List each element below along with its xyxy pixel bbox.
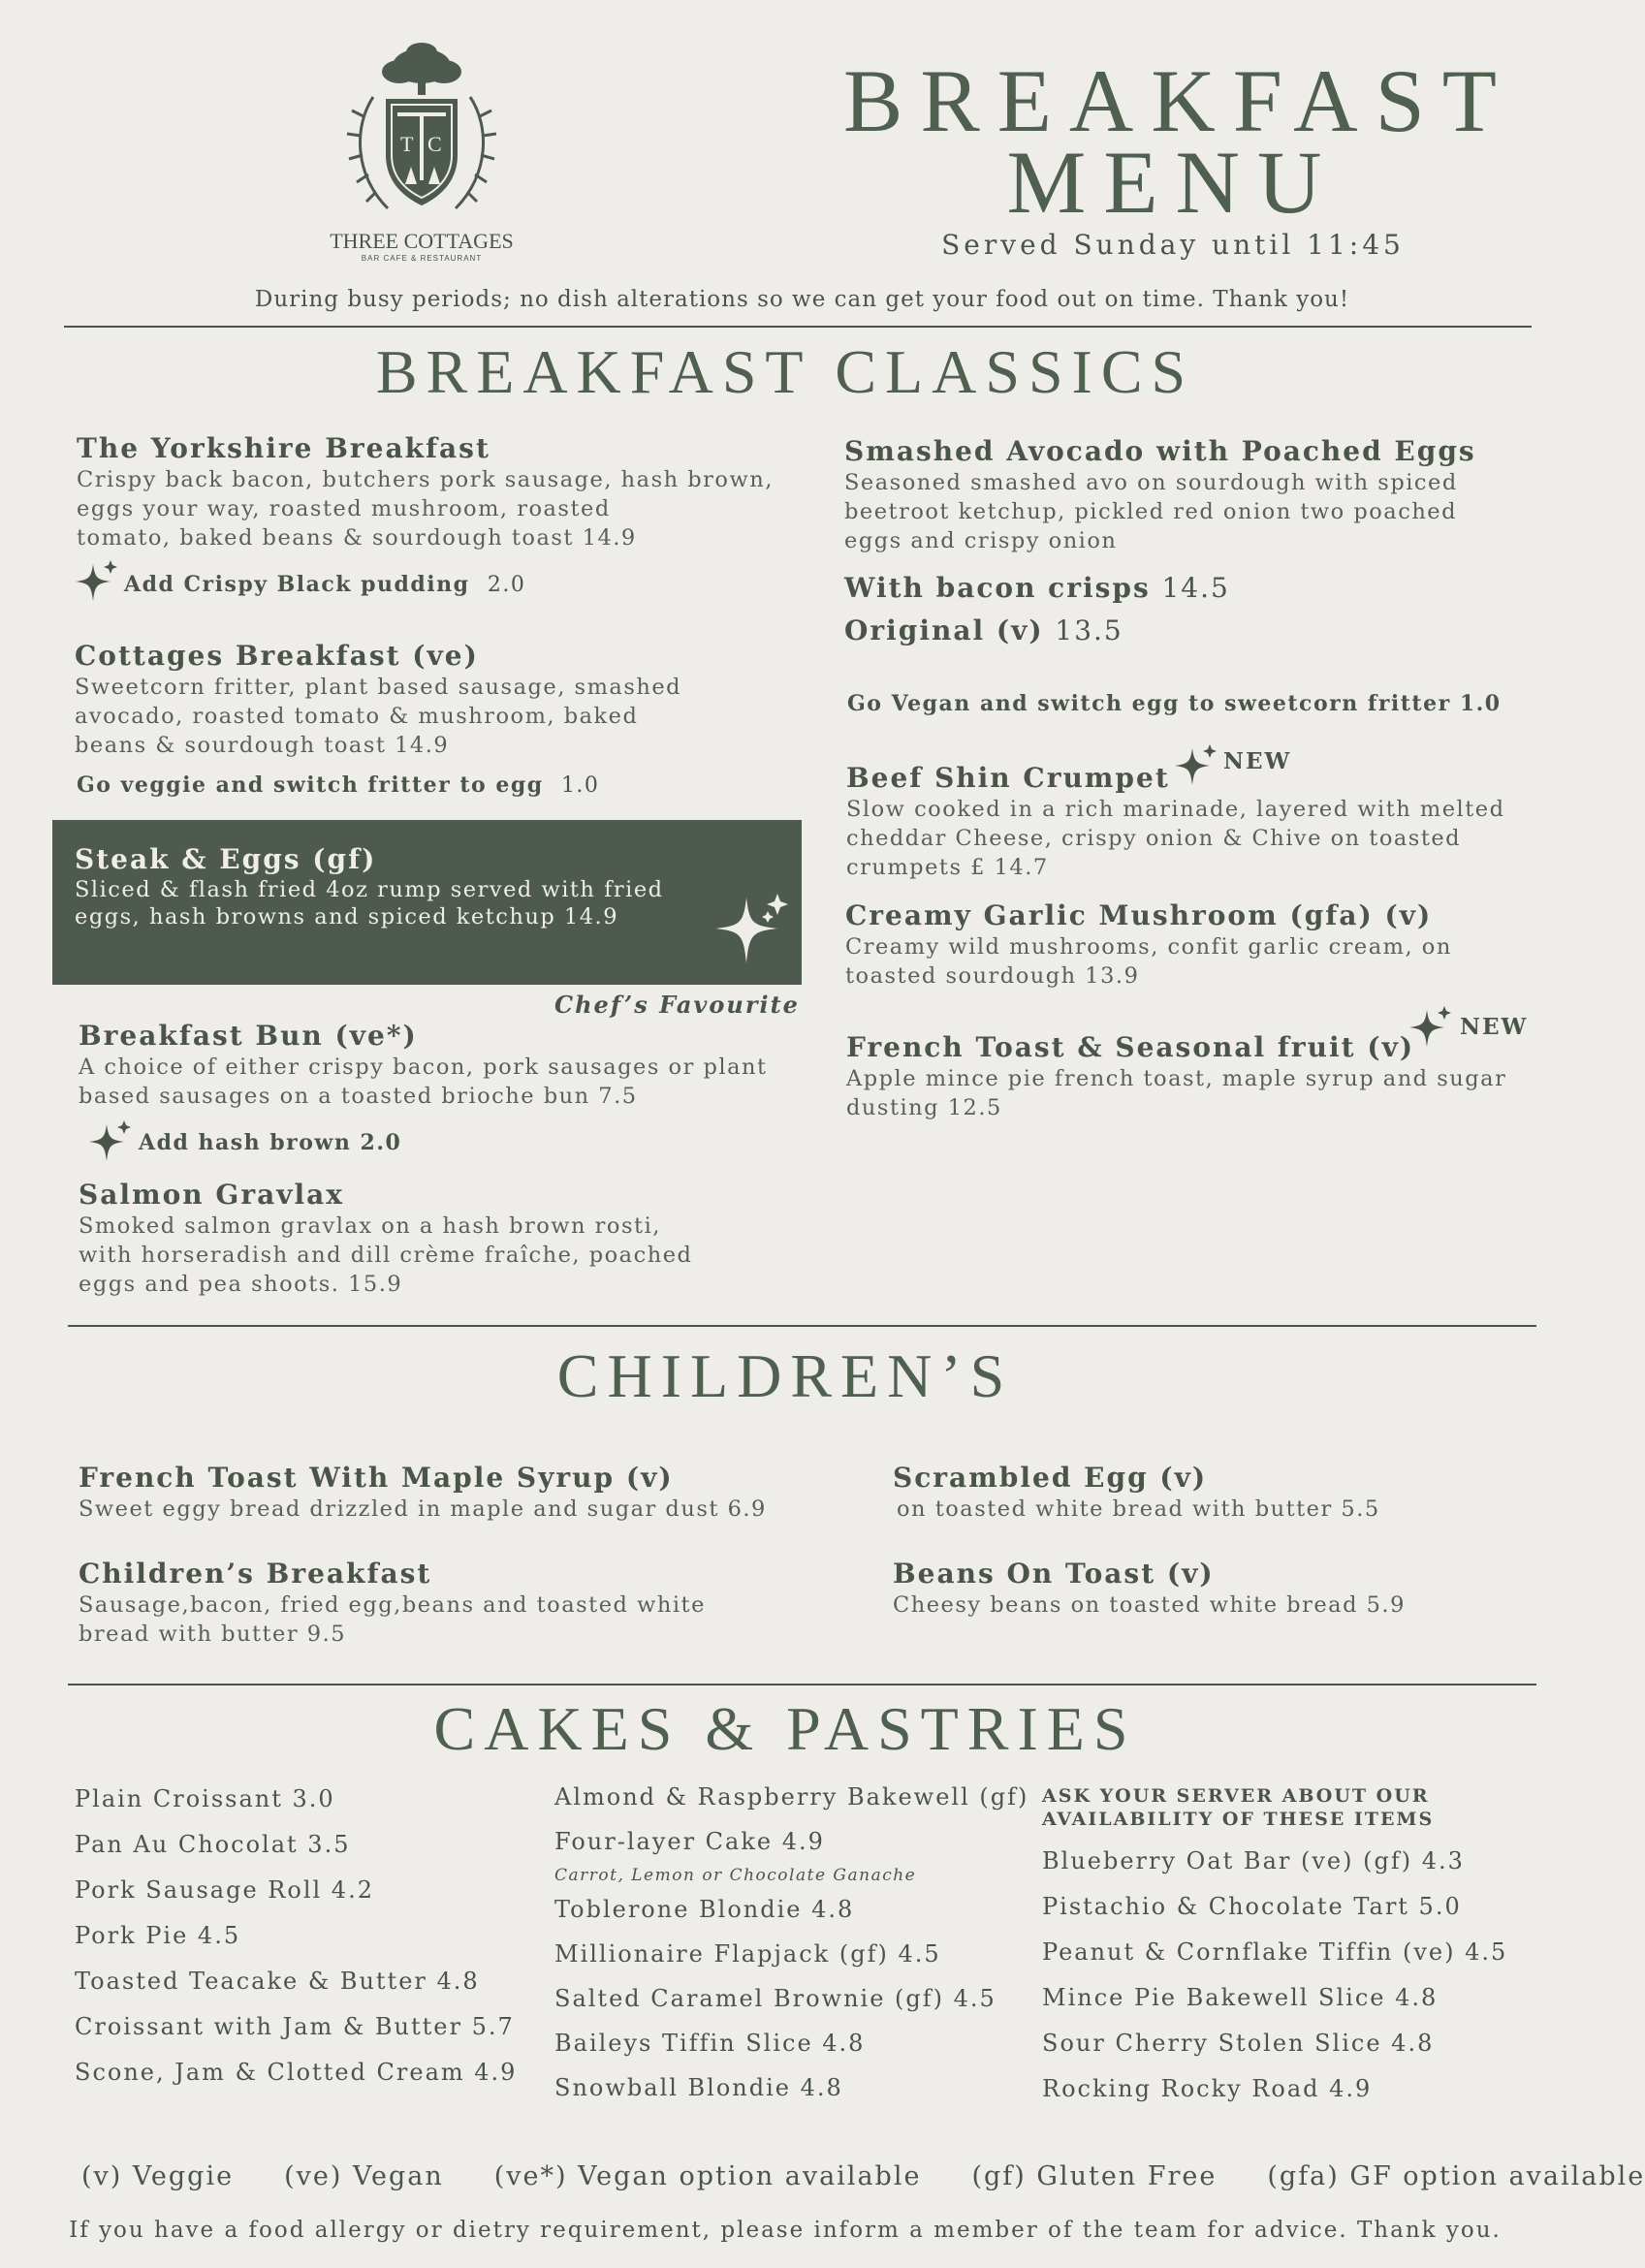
item-name: Steak & Eggs (gf) bbox=[75, 843, 377, 875]
cake-item: Plain Croissant 3.0 bbox=[75, 1785, 335, 1812]
menu-item-kids-scrambled bbox=[893, 1462, 1562, 1524]
item-name-crumpet: Beef Shin Crumpet bbox=[846, 762, 1170, 794]
option-original bbox=[844, 614, 1123, 646]
option-bacon-crisps bbox=[844, 572, 1230, 604]
item-desc-line: tomato, baked beans & sourdough toast 14.9 bbox=[77, 524, 637, 551]
item-name: Breakfast Bun (ve*) bbox=[79, 1020, 418, 1052]
addon-label: Go veggie and switch fritter to egg bbox=[77, 772, 544, 798]
item-desc-line: A choice of either crispy bacon, pork sausages or plant bbox=[79, 1054, 768, 1080]
cake-flavour-note: Carrot, Lemon or Chocolate Ganache bbox=[554, 1866, 917, 1885]
sparkle-icon bbox=[85, 1118, 134, 1167]
menu-title-line2: MENU bbox=[1006, 133, 1340, 232]
menu-item-french-toast bbox=[846, 1031, 1564, 1122]
item-desc-line: toasted sourdough 13.9 bbox=[845, 962, 1140, 989]
item-name: Scrambled Egg (v) bbox=[893, 1462, 1208, 1494]
item-name: Smashed Avocado with Poached Eggs bbox=[844, 435, 1476, 467]
served-time: Served Sunday until 11:45 bbox=[941, 229, 1405, 261]
legend-vegan-option: (ve*) Vegan option available bbox=[493, 2161, 922, 2191]
cake-item: Pork Pie 4.5 bbox=[75, 1922, 241, 1949]
cake-item: Pork Sausage Roll 4.2 bbox=[75, 1876, 374, 1904]
item-desc-line: eggs your way, roasted mushroom, roasted bbox=[77, 495, 611, 521]
item-desc-line: Sweetcorn fritter, plant based sausage, smashed bbox=[75, 674, 682, 700]
featured-item-steak bbox=[52, 820, 802, 985]
item-desc-line: beans & sourdough toast 14.9 bbox=[75, 732, 450, 758]
sparkle-icon bbox=[1171, 742, 1219, 791]
option-price: 14.5 bbox=[1161, 572, 1230, 604]
logo-name: THREE COTTAGES bbox=[330, 229, 514, 253]
logo-tagline: BAR CAFE & RESTAURANT bbox=[361, 254, 483, 263]
cake-item: Pan Au Chocolat 3.5 bbox=[75, 1831, 351, 1858]
item-desc-line: Sweet eggy bread drizzled in maple and sugar dust 6.9 bbox=[79, 1496, 767, 1522]
cake-item: Scone, Jam & Clotted Cream 4.9 bbox=[75, 2059, 518, 2086]
item-desc-line: Smoked salmon gravlax on a hash brown rosti, bbox=[79, 1213, 661, 1239]
item-desc-line: Sausage,bacon, fried egg,beans and toasted white bbox=[79, 1591, 706, 1618]
menu-item-breakfast-bun bbox=[79, 1020, 835, 1111]
addon-veggie-switch bbox=[77, 772, 599, 798]
cake-item: Millionaire Flapjack (gf) 4.5 bbox=[554, 1940, 941, 1968]
cake-item: Rocking Rocky Road 4.9 bbox=[1042, 2075, 1373, 2102]
menu-item-kids-beans bbox=[893, 1558, 1562, 1620]
addon-price: 2.0 bbox=[487, 573, 526, 597]
option-label: Original (v) bbox=[844, 614, 1044, 646]
item-desc-line: eggs and pea shoots. 15.9 bbox=[79, 1271, 403, 1297]
option-price: 13.5 bbox=[1055, 614, 1123, 646]
item-desc-line: Cheesy beans on toasted white bread 5.9 bbox=[893, 1591, 1406, 1618]
sparkle-icon bbox=[72, 558, 120, 607]
addon-price: 1.0 bbox=[560, 773, 600, 798]
item-name: Salmon Gravlax bbox=[79, 1179, 344, 1211]
logo-letter-right: C bbox=[427, 132, 442, 156]
cake-item: Almond & Raspberry Bakewell (gf) bbox=[554, 1783, 1029, 1811]
crest-icon bbox=[320, 39, 523, 233]
menu-item-kids-french-toast bbox=[79, 1462, 873, 1524]
cakes-column-2 bbox=[554, 1775, 1039, 2110]
menu-item-cottages bbox=[75, 640, 811, 760]
dietary-legend bbox=[81, 2161, 1645, 2191]
divider bbox=[68, 1325, 1536, 1327]
item-name: Beans On Toast (v) bbox=[893, 1558, 1215, 1590]
item-desc-line: Sliced & flash fried 4oz rump served with fried bbox=[75, 876, 664, 902]
cake-item: Toasted Teacake & Butter 4.8 bbox=[75, 1968, 480, 1995]
item-name: Children’s Breakfast bbox=[79, 1558, 432, 1590]
cake-item: Toblerone Blondie 4.8 bbox=[554, 1896, 855, 1923]
cake-item: Blueberry Oat Bar (ve) (gf) 4.3 bbox=[1042, 1847, 1465, 1874]
cake-item: Pistachio & Chocolate Tart 5.0 bbox=[1042, 1893, 1462, 1920]
cake-item: Croissant with Jam & Butter 5.7 bbox=[75, 2013, 515, 2040]
section-title-classics: BREAKFAST CLASSICS bbox=[375, 337, 1195, 406]
item-name: The Yorkshire Breakfast bbox=[77, 432, 490, 464]
cakes-column-1 bbox=[75, 1777, 521, 2095]
divider bbox=[68, 1684, 1536, 1685]
cakes-column-3 bbox=[1042, 1784, 1585, 2112]
item-desc-line: on toasted white bread with butter 5.5 bbox=[897, 1496, 1380, 1522]
item-desc-line: Apple mince pie french toast, maple syrup and sugar bbox=[846, 1065, 1507, 1091]
item-desc-line: crumpets £ 14.7 bbox=[846, 855, 1049, 880]
cake-item: Sour Cherry Stolen Slice 4.8 bbox=[1042, 2030, 1435, 2057]
legend-vegan: (ve) Vegan bbox=[284, 2161, 444, 2191]
menu-item-crumpet-desc bbox=[846, 795, 1564, 882]
addon-black-pudding bbox=[124, 572, 525, 597]
cake-item: Baileys Tiffin Slice 4.8 bbox=[554, 2030, 866, 2057]
legend-gluten-free: (gf) Gluten Free bbox=[971, 2161, 1218, 2191]
item-desc-line: Seasoned smashed avo on sourdough with spiced bbox=[844, 469, 1458, 495]
item-desc-line: with horseradish and dill crème fraîche, poached bbox=[79, 1242, 693, 1268]
item-name: Cottages Breakfast (ve) bbox=[75, 640, 479, 672]
menu-item-yorkshire bbox=[77, 432, 813, 552]
item-desc-line: eggs, hash browns and spiced ketchup 14.9 bbox=[75, 903, 619, 929]
cake-item: Peanut & Cornflake Tiffin (ve) 4.5 bbox=[1042, 1938, 1508, 1966]
logo bbox=[320, 39, 523, 267]
item-desc-line: Creamy wild mushrooms, confit garlic cream, on bbox=[845, 933, 1452, 960]
addon-vegan-switch: Go Vegan and switch egg to sweetcorn fritter 1.0 bbox=[847, 691, 1502, 716]
item-desc-line: based sausages on a toasted brioche bun 7.5 bbox=[79, 1083, 638, 1109]
chefs-favourite-badge: Chef’s Favourite bbox=[554, 991, 800, 1019]
item-desc-line: bread with butter 9.5 bbox=[79, 1621, 347, 1647]
option-label: With bacon crisps bbox=[844, 572, 1151, 604]
busy-notice: During busy periods; no dish alterations so we can get your food out on time. Thank you! bbox=[254, 287, 1350, 312]
section-title-cakes: CAKES & PASTRIES bbox=[433, 1694, 1137, 1763]
legend-gf-option: (gfa) GF option available bbox=[1267, 2161, 1645, 2191]
new-badge: NEW bbox=[1223, 748, 1292, 774]
item-desc-line: Crispy back bacon, butchers pork sausage, hash brown, bbox=[77, 466, 774, 492]
allergy-notice: If you have a food allergy or dietry requirement, please inform a member of the team for advice. Thank you. bbox=[69, 2218, 1502, 2243]
legend-veggie: (v) Veggie bbox=[81, 2161, 235, 2191]
cake-item: Snowball Blondie 4.8 bbox=[554, 2074, 843, 2101]
cake-item: Salted Caramel Brownie (gf) 4.5 bbox=[554, 1985, 996, 2012]
item-name: French Toast With Maple Syrup (v) bbox=[79, 1462, 674, 1494]
item-desc-line: eggs and crispy onion bbox=[844, 527, 1118, 553]
item-name: Creamy Garlic Mushroom (gfa) (v) bbox=[845, 899, 1433, 931]
availability-note: AVAILABILITY OF THESE ITEMS bbox=[1042, 1809, 1435, 1830]
cake-item: Mince Pie Bakewell Slice 4.8 bbox=[1042, 1984, 1439, 2011]
logo-letter-left: T bbox=[400, 132, 414, 156]
item-desc-line: cheddar Cheese, crispy onion & Chive on toasted bbox=[846, 826, 1462, 851]
menu-item-mushroom bbox=[845, 899, 1563, 991]
menu-item-kids-breakfast bbox=[79, 1558, 873, 1649]
item-desc-line: dusting 12.5 bbox=[846, 1094, 1002, 1120]
addon-label: Add Crispy Black pudding bbox=[124, 572, 470, 597]
availability-note: ASK YOUR SERVER ABOUT OUR bbox=[1042, 1785, 1430, 1807]
item-desc-line: Slow cooked in a rich marinade, layered with melted bbox=[846, 797, 1505, 822]
menu-item-avocado bbox=[844, 435, 1562, 555]
new-badge: NEW bbox=[1460, 1014, 1529, 1040]
addon-hash-brown: Add hash brown 2.0 bbox=[139, 1130, 402, 1155]
item-name: French Toast & Seasonal fruit (v) bbox=[846, 1031, 1415, 1063]
cake-item: Four-layer Cake 4.9 bbox=[554, 1828, 825, 1855]
menu-title-line1: BREAKFAST bbox=[843, 51, 1514, 150]
section-title-children: CHILDREN’S bbox=[556, 1341, 1014, 1410]
item-desc-line: avocado, roasted tomato & mushroom, baked bbox=[75, 703, 639, 729]
menu-item-salmon bbox=[79, 1179, 815, 1299]
item-desc-line: beetroot ketchup, pickled red onion two poached bbox=[844, 498, 1458, 524]
divider bbox=[64, 326, 1532, 328]
sparkle-icon bbox=[712, 890, 793, 971]
